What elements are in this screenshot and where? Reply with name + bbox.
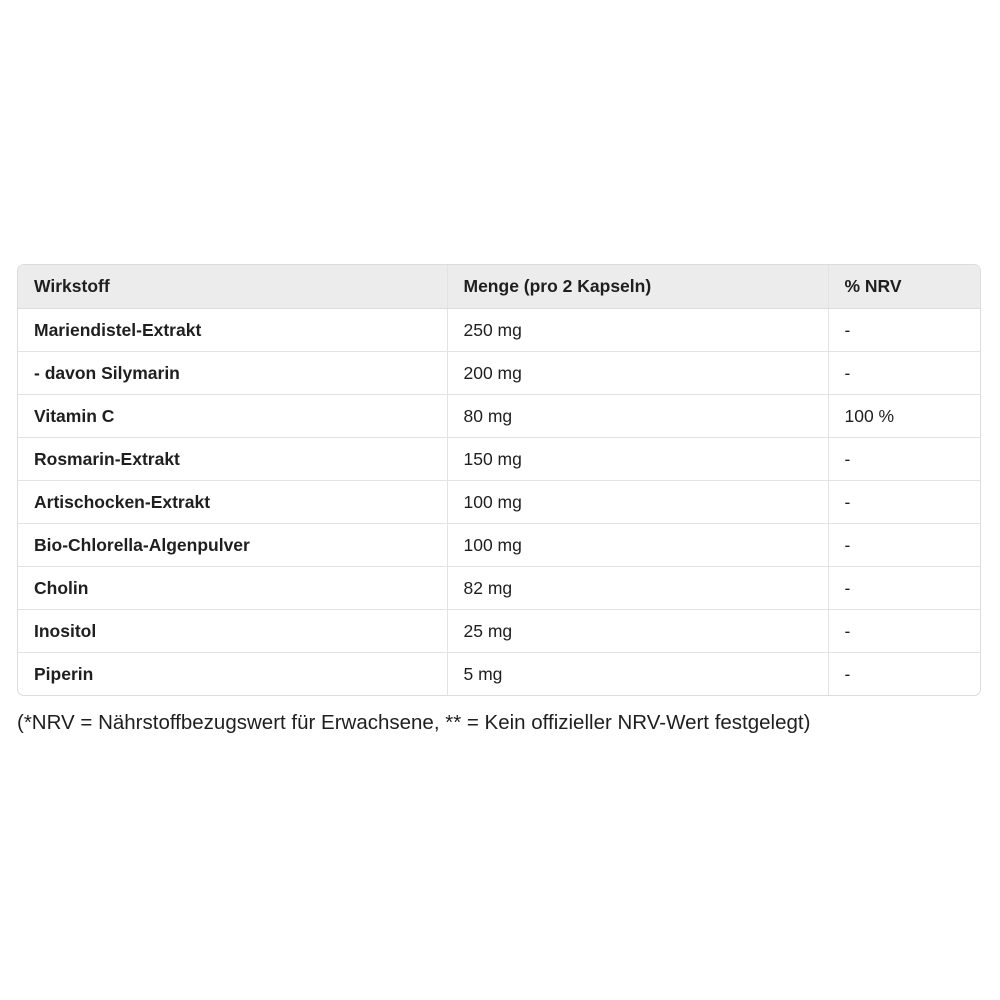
nutrient-table-container <box>17 264 981 696</box>
cell-nrv: - <box>828 523 980 566</box>
footnote: (*NRV = Nährstoffbezugswert für Erwachsene, ** = Kein offizieller NRV-Wert festgelegt) <box>17 711 811 734</box>
table-row <box>18 652 980 695</box>
cell-ingredient: - davon Silymarin <box>18 351 447 394</box>
cell-amount: 200 mg <box>447 351 828 394</box>
table-row <box>18 437 980 480</box>
table-row <box>18 308 980 351</box>
cell-nrv: - <box>828 480 980 523</box>
cell-ingredient: Vitamin C <box>18 394 447 437</box>
cell-amount: 80 mg <box>447 394 828 437</box>
cell-ingredient: Mariendistel-Extrakt <box>18 308 447 351</box>
cell-nrv: - <box>828 437 980 480</box>
cell-ingredient: Artischocken-Extrakt <box>18 480 447 523</box>
cell-amount: 100 mg <box>447 523 828 566</box>
cell-nrv: - <box>828 609 980 652</box>
cell-ingredient: Rosmarin-Extrakt <box>18 437 447 480</box>
header-nrv: % NRV <box>828 265 980 308</box>
cell-amount: 100 mg <box>447 480 828 523</box>
table-body <box>18 308 980 695</box>
cell-amount: 25 mg <box>447 609 828 652</box>
cell-amount: 150 mg <box>447 437 828 480</box>
table-row <box>18 609 980 652</box>
cell-nrv: - <box>828 351 980 394</box>
cell-nrv: 100 % <box>828 394 980 437</box>
cell-ingredient: Piperin <box>34 663 94 684</box>
cell-ingredient: Inositol <box>18 609 447 652</box>
header-wirkstoff: Wirkstoff <box>18 265 447 308</box>
table-row <box>18 394 980 437</box>
table-header-row <box>18 265 980 308</box>
cell-nrv: - <box>828 566 980 609</box>
table-row <box>18 523 980 566</box>
cell-amount: 82 mg <box>447 566 828 609</box>
cell-amount: 5 mg <box>447 652 828 695</box>
table-row <box>18 566 980 609</box>
cell-nrv: - <box>828 652 980 695</box>
header-menge: Menge (pro 2 Kapseln) <box>447 265 828 308</box>
table-row <box>18 480 980 523</box>
cell-ingredient: Bio-Chlorella-Algenpulver <box>18 523 447 566</box>
cell-nrv: - <box>828 308 980 351</box>
table-row <box>18 351 980 394</box>
nutrient-table <box>18 265 980 695</box>
table-header <box>18 265 980 308</box>
cell-amount: 250 mg <box>447 308 828 351</box>
cell-ingredient: Cholin <box>18 566 447 609</box>
